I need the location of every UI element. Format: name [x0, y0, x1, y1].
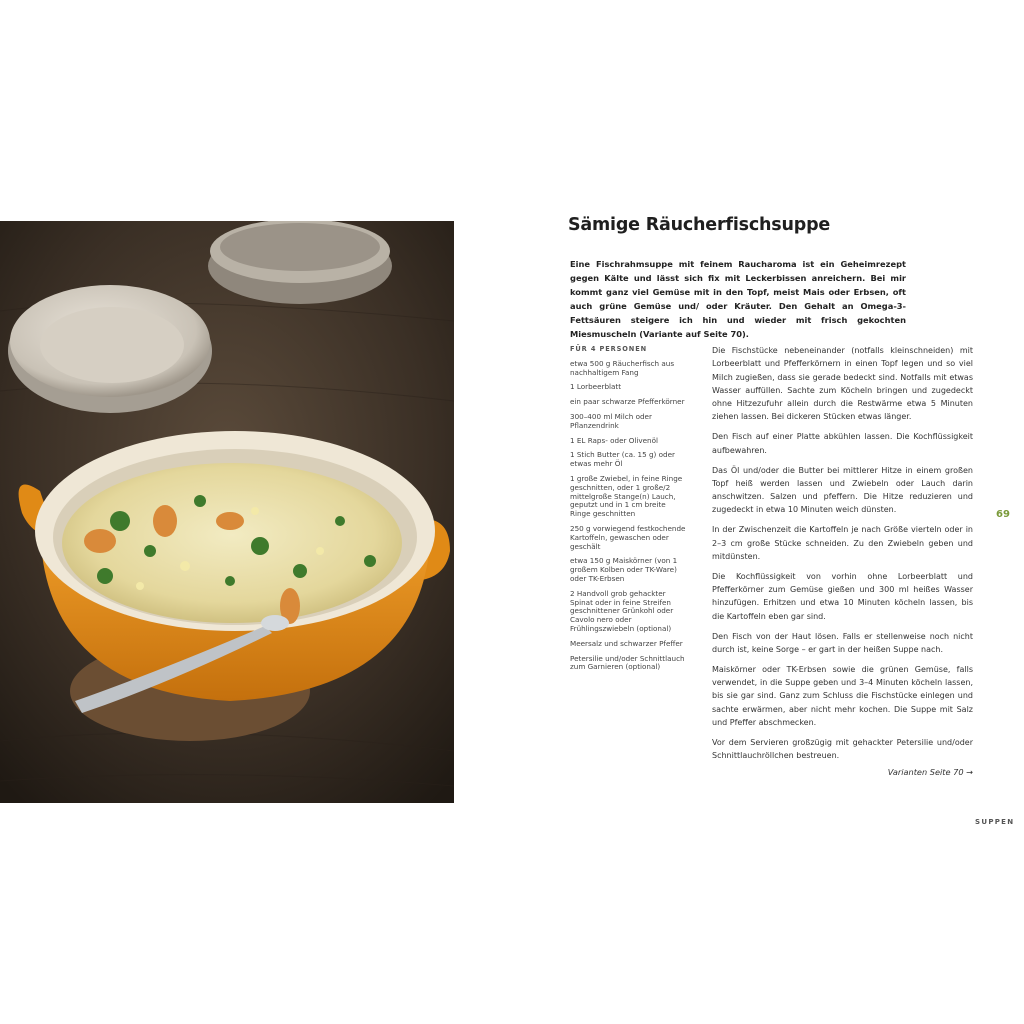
method-step: Die Kochflüssigkeit von vorhin ohne Lorbeerblatt und Pfefferkörner zum Gemüse gießen und 300 ml heißes Wasser hinzufügen. Erhitzen und etwa 10 Minuten köcheln lassen, bis die Kartoffeln eben gar sind. [712, 571, 973, 621]
variants-link[interactable]: Varianten Seite 70 → [887, 767, 973, 777]
recipe-intro: Eine Fischrahmsuppe mit feinem Raucharoma ist ein Geheimrezept gegen Kälte und lässt sich fix mit Leckerbissen anreichern. Bei mir kommt ganz viel Gemüse mit in den Topf, meist Mais oder Erbsen, oft auch grüne Gemüse und/ oder Kräuter. Den Gehalt an Omega-3-Fettsäuren steigere ich hin und wieder mit frisch gekochten Miesmuscheln (Variante auf Seite 70). [570, 259, 906, 340]
ingredient-item: 1 Lorbeerblatt [570, 382, 622, 392]
soup-pot-illustration [0, 221, 454, 803]
recipe-title: Sämige Räucherfischsuppe [568, 215, 831, 235]
ingredient-item: etwa 150 g Maiskörner (von 1 großem Kolben oder TK-Ware) oder TK-Erbsen [570, 556, 678, 583]
method-column [712, 344, 973, 769]
method-step: Den Fisch auf einer Platte abkühlen lassen. Die Kochflüssigkeit aufbewahren. [712, 432, 973, 455]
ingredients-column [570, 345, 688, 678]
ingredient-item: 2 Handvoll grob gehackter Spinat oder in feine Streifen geschnittener Grünkohl oder Cavolo nero oder Frühlingszwiebeln (optional) [570, 588, 674, 633]
ingredient-item: 1 Stich Butter (ca. 15 g) oder etwas mehr Öl [570, 450, 675, 469]
ingredient-item: etwa 500 g Räucherfisch aus nachhaltigem Fang [570, 358, 675, 377]
method-step: In der Zwischenzeit die Kartoffeln je nach Größe vierteln oder in 2–3 cm große Stücke schneiden. Zu den Zwiebeln geben und mitdünsten. [712, 525, 973, 561]
ingredient-list [570, 360, 688, 672]
ingredient-item: 250 g vorwiegend festkochende Kartoffeln, gewaschen oder geschält [570, 523, 686, 551]
method-step: Das Öl und/oder die Butter bei mittlerer Hitze in einem großen Topf heiß werden lassen und Zwiebeln oder Lauch darin anschwitzen. Salzen und pfeffern. Die Hitze reduzieren und zugedeckt in etwa 10 Minuten weich dünsten. [712, 465, 973, 515]
method-step: Den Fisch von der Haut lösen. Falls er stellenweise noch nicht durch ist, keine Sorge – er gart in der heißen Suppe nach. [712, 631, 973, 654]
ingredient-item: Meersalz und schwarzer Pfeffer [570, 638, 683, 648]
method-step: Vor dem Servieren großzügig mit gehackter Petersilie und/oder Schnittlauchröllchen bestreuen. [712, 737, 973, 761]
recipe-photo [0, 221, 454, 803]
ingredient-item: 1 EL Raps- oder Olivenöl [570, 435, 659, 445]
ingredient-item: 1 große Zwiebel, in feine Ringe geschnitten, oder 1 große/2 mittelgroße Stange(n) Lauch, geputzt und in 1 cm breite Ringe geschnitten [570, 473, 683, 519]
ingredient-item: 300–400 ml Milch oder Pflanzendrink [570, 411, 652, 430]
ingredient-item: ein paar schwarze Pfefferkörner [570, 397, 685, 407]
servings-label: FÜR 4 PERSONEN [570, 345, 648, 353]
method-step: Die Fischstücke nebeneinander (notfalls kleinschneiden) mit Lorbeerblatt und Pfefferkörnern in einen Topf legen und so viel Milch zugießen, dass sie gerade bedeckt sind. Notfalls mit etwas Wasser auffüllen. Sachte zum Köcheln bringen und zugedeckt ohne Hitzezufuhr allein durch die Restwärme etwa 5 Minuten ziehen lassen. Bei dickeren Stücken etwas länger. [712, 346, 973, 422]
section-label: SUPPEN [975, 818, 1015, 826]
ingredient-item: Petersilie und/oder Schnittlauch zum Garnieren (optional) [570, 653, 685, 672]
page-number: 69 [996, 509, 1010, 520]
method-step: Maiskörner oder TK-Erbsen sowie die grünen Gemüse, falls verwendet, in die Suppe geben und 3–4 Minuten köcheln lassen, bis sie gar sind. Ganz zum Schluss die Fischstücke einlegen und sachte erwärmen, aber nicht mehr kochen. Die Suppe mit Salz und Pfeffer abschmecken. [712, 664, 973, 727]
